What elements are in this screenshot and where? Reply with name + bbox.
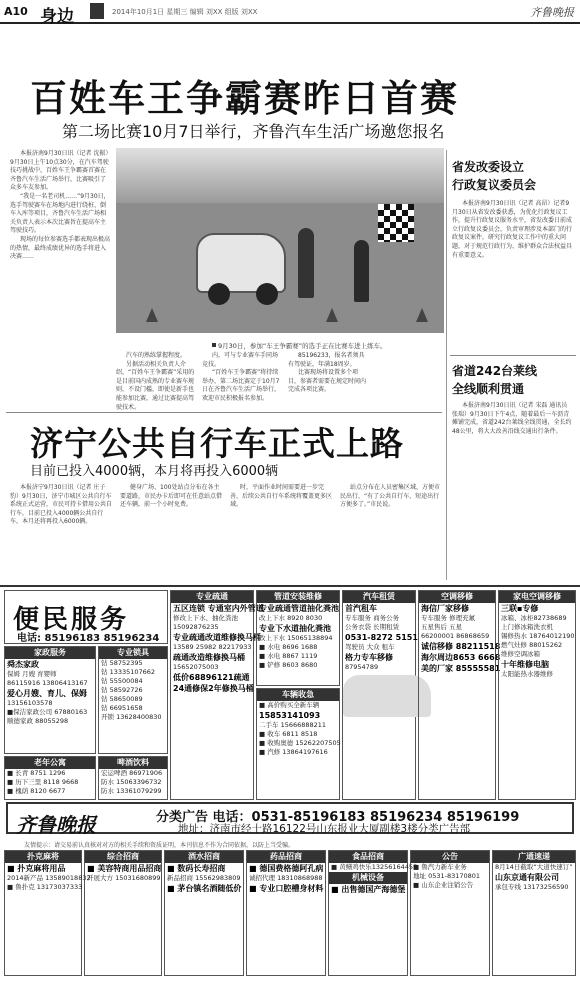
ad-line: 爱心月嫂、育儿、保姆	[7, 689, 87, 698]
ad-header: 扑克麻将	[5, 851, 81, 863]
ad-line: 承包专线 13173256590	[495, 883, 569, 891]
wheel-icon	[256, 283, 278, 305]
ad-line: 专业疏通改道维修换马桶	[173, 633, 261, 642]
paragraph: “我是一名老司机……”9月30日，选手驾驶赛车在场地内进行绕桩、倒车入库等项目，齐鲁汽车生活广场相关负责人表示本次比赛旨在提高车主驾驶技巧。	[10, 192, 110, 235]
ad-line: 首汽租车	[345, 604, 377, 613]
ad-line: ■ 鲁汽力新车业务	[413, 863, 467, 871]
ad-header: 广通速递	[493, 851, 575, 863]
ad-line: 舜杰家政	[7, 660, 39, 669]
ad-bottom-3	[164, 850, 244, 976]
section-divider	[0, 585, 580, 587]
ad-header: 老年公寓	[5, 757, 95, 769]
ad-line: 诚招代理 18310868988	[249, 874, 323, 882]
ad-line: 开展大方 15031680899	[87, 874, 161, 882]
ad-line: ■ 出售德国产海德堡	[331, 885, 406, 894]
ad-line: ■ 水电 8696 1688	[259, 643, 318, 651]
ad-line: 宏运啤酒 86971906	[101, 769, 163, 777]
ad-line: ■ 汽修 13864197616	[259, 748, 328, 756]
ad-line: 专业下水道抽化粪池	[259, 624, 331, 633]
ad-line: 五星售后 五星	[421, 623, 463, 631]
paragraph: 本报济宁9月30日讯（记者 庄子豹）9月30日，济宁市城区公共自行车系统正式运营，市民可持卡借用公共自行车，目前已投入4000辆公共自行车，本月还将再投入6000辆。	[10, 484, 113, 526]
story2-headline: 济宁公共自行车正式上路	[30, 424, 404, 463]
wanbao-phones: 分类广告 电话：0531-85196183 85196234 85196199	[156, 810, 520, 825]
cone-icon	[326, 308, 338, 322]
ad-header: 酒水招商	[165, 851, 243, 863]
ad-line: 钻 55500084	[101, 677, 143, 685]
ad-bottom-4	[246, 850, 326, 976]
ad-line: 钻 58650089	[101, 695, 143, 703]
wanbao-address: 地址：济南市经十路16122号山东报业大厦副楼3楼分类广告部	[178, 823, 471, 835]
ad-line: 地址 0531-83170801	[413, 872, 481, 880]
side1-body	[452, 200, 574, 350]
ad-line: ■ 美容特商用品招商	[87, 864, 162, 873]
ad-line: 钻 58752395	[101, 659, 143, 667]
ad-line: 疏通改造维修换马桶	[173, 653, 245, 662]
column-divider	[446, 150, 447, 580]
ad-line: ■ 槐荫 8120 6677	[7, 787, 66, 795]
photo-caption: 9月30日，参加“车王争霸赛”的选手正在比赛车进上练车。	[218, 342, 387, 350]
ad-line: 专业疏通管道抽化粪池	[259, 604, 339, 613]
ad-line: 15853141093	[259, 711, 321, 720]
bianmin-tel: 电话: 85196183 85196234	[17, 633, 160, 644]
masthead	[0, 0, 580, 27]
side1-headline	[452, 158, 536, 194]
ad-line: ■ 茅台镇名酒随低价	[167, 884, 242, 893]
ad-header: 家电空调移修	[499, 591, 575, 603]
paragraph: 现场的每位参赛选手都表现出极高的热情，最终成绩优异的选手将进入决赛……	[10, 235, 111, 261]
ad-line: ■ 历下三里 8118 9668	[7, 778, 79, 786]
ad-header: 空调移修	[419, 591, 495, 603]
story1-headline: 百姓车王争霸赛昨日首赛	[30, 77, 459, 120]
ad-laonian	[4, 756, 96, 800]
ad-line: 海尔周边8653 6668	[421, 653, 501, 662]
ad-line: 钻 66951658	[101, 704, 143, 712]
cone-icon	[146, 308, 158, 322]
bianmin-banner	[4, 590, 168, 644]
side2-headline-line1: 省道242台莱线	[452, 364, 538, 378]
ad-line: 锡修热水 18764012190	[501, 632, 575, 640]
ad-zuche	[342, 590, 416, 800]
ad-line: 15652075003	[173, 663, 219, 671]
ad-line: ■ 专业口腔槽身材料	[249, 884, 324, 893]
ad-header: 专业锁具	[99, 647, 167, 659]
ad-line: ■ 黄鳝鸡快乐13256164455	[331, 863, 418, 871]
ad-line: ■保洁家政公司 67880163	[7, 708, 88, 716]
ad-line: 公务衣袋 长期租赁	[345, 623, 400, 631]
ad-line: 诚信移修 88211518	[421, 642, 501, 651]
ad-line: 专车服务 修理充氟	[421, 614, 476, 622]
ad-header: 机械设备	[329, 872, 407, 884]
story2-column-2	[120, 484, 224, 580]
ad-header: 车辆收急	[257, 689, 339, 701]
wanbao-logo: 齐鲁晚报	[16, 813, 96, 837]
paragraph: 时，平面作业时间需要进一步完善，后续公共自行车系统将覆盖更多区域。	[230, 484, 333, 509]
ad-line: 海信厂家移修	[421, 604, 469, 613]
side2-headline	[452, 362, 537, 398]
ad-line: 24通修保2年修换马桶	[173, 684, 254, 693]
ad-shudao	[170, 590, 264, 800]
ad-line: 冰箱、冰柜82738689	[501, 614, 567, 622]
ad-line: 十年维修电脑	[501, 660, 549, 669]
ad-line: 13589 25982 82217933	[173, 643, 252, 651]
ad-line: ■ 水电 8867 1119	[259, 652, 318, 660]
ad-line: 2014新产品 13589018832	[7, 874, 91, 882]
cone-icon	[416, 308, 428, 322]
ad-line: 13156103578	[7, 699, 53, 707]
ad-bottom-5	[328, 850, 418, 976]
bianmin-title: 便民服务	[13, 605, 130, 635]
story1-subhead: 第二场比赛10月7日举行，齐鲁汽车生活广场邀您报名	[62, 122, 445, 141]
paragraph: 汽车的熟练掌握程度。	[126, 352, 187, 359]
ad-header: 公告	[411, 851, 489, 863]
ad-line: 山东京通有限公司	[495, 873, 559, 882]
classified-ads	[0, 588, 580, 981]
ad-line: 66200001 86868659	[421, 632, 490, 640]
paragraph: 健身广场、100处站点分布在各主要道路，市民办卡后即可在任意站点借还车辆，前一个小时免费。	[120, 484, 223, 509]
notice-text: 友情提示：请交易前认真核对对方的相关手续和资质证明，本刊信息不作为合同依据，以防上当受骗。	[24, 842, 295, 849]
ad-bottom-7	[492, 850, 576, 976]
section-title: 身边	[40, 7, 74, 27]
ad-line: ■ 收车 6811 8518	[259, 730, 318, 738]
ad-line: 保姆 月嫂 育婴师	[7, 670, 57, 678]
ad-kongtiao	[418, 590, 501, 800]
ad-line: 开锁 13628400830	[101, 713, 162, 721]
ad-line: 防水 15063396732	[101, 778, 162, 786]
story1-column-2	[116, 352, 196, 410]
ad-bottom-2	[84, 850, 162, 976]
ad-line: 五区连锁 专通室内外管道	[173, 604, 264, 613]
ad-line: 格力专车移修	[345, 653, 393, 662]
paragraph: 本报济南9月30日讯（记者 宋磊 通讯员 张瑞）9月30日下午4点，随着最后一车沥青摊铺完成，省道242台莱线全线贯通，全长约48公里，将大大改善沿线交通出行条件。	[452, 402, 572, 435]
story2-subhead: 目前已投入4000辆，本月将再投入6000辆	[30, 464, 279, 479]
ad-header: 专业疏通	[171, 591, 253, 603]
ad-line: 顺德家政 88055298	[7, 717, 69, 725]
story2-column-4	[340, 484, 442, 580]
ad-line: 0531-8272 5151	[345, 633, 418, 642]
ad-anzhuang	[256, 590, 340, 686]
ad-line: 新品招商 15562983809	[167, 874, 241, 882]
ad-line: 钻 13335107662	[101, 668, 156, 676]
ad-bottom-6	[410, 850, 490, 976]
story1-column-4	[288, 352, 368, 410]
page-number: A10	[4, 5, 28, 18]
ad-line: 专车服务 商务公务	[345, 614, 400, 622]
ad-line: 87954789	[345, 663, 379, 671]
ad-line: 改上下水 15065138894	[259, 634, 333, 642]
ad-cheliang	[256, 688, 340, 800]
ad-line: 钻 58592726	[101, 686, 143, 694]
ad-line: ■ 铲修 8603 8680	[259, 661, 318, 669]
wheel-icon	[208, 283, 230, 305]
building	[116, 148, 444, 203]
checkered-flag-icon	[378, 204, 414, 242]
ad-bottom-1	[4, 850, 91, 976]
paragraph: 85196233，报名者须具有驾驶证，年满18周岁。	[288, 352, 365, 368]
ad-line: 低价68896121疏通	[173, 673, 250, 682]
ad-line: 防水 13361079299	[101, 787, 162, 795]
ad-header: 综合招商	[85, 851, 161, 863]
ad-header: 药品招商	[247, 851, 325, 863]
ad-line: ■ 德国费格德阿孔病	[249, 864, 324, 873]
ad-line: 上门修冰箱洗衣机	[501, 623, 553, 631]
paragraph: 本报济南9月30日讯（记者 高昂）记者9月30日从省发改委获悉，为优化行政复议工作，提升行政复议服务水平，省发改委日前成立行政复议委员会，负责审理涉及本部门的行政复议案件，研究行政复议工作中的重大问题，对于规范行政行为、维护群众合法权益具有重要意义。	[452, 200, 573, 259]
ad-header: 食品招商	[329, 851, 407, 863]
ad-line: ■ 山东企业注销公告	[413, 881, 474, 889]
ad-line: 三联▪专修	[501, 604, 539, 613]
ad-line: 二手车 15666888211	[259, 721, 327, 729]
side1-headline-line1: 省发改委设立	[452, 160, 525, 174]
ad-line: ■ 扑克麻将用品	[7, 864, 66, 873]
ad-line: ■ 收购奥德 15262207505	[259, 739, 341, 747]
side2-body	[452, 402, 574, 580]
story1-column-1	[10, 150, 110, 420]
divider	[450, 355, 576, 356]
dateline: 2014年10月1日 星期三 编辑 刘XX 组版 刘XX	[112, 8, 258, 16]
side2-headline-line2: 全线顺利贯通	[452, 382, 525, 396]
person-figure	[298, 228, 314, 298]
ad-jiazheng	[4, 646, 96, 754]
ad-line: 驾驶员 大众 租车	[345, 643, 395, 651]
ad-line: ■ 鲁扑克 13173037333	[7, 883, 83, 891]
section-arrow-icon	[90, 3, 104, 19]
ad-line: 8月14日截取“大道快速订”	[495, 863, 573, 871]
newspaper-logo: 齐鲁晚报	[530, 6, 574, 19]
ad-line: ■ 数码长寿招商	[167, 864, 226, 873]
ad-line: 修改上下水、抽化粪池	[173, 614, 238, 622]
story2-column-3	[230, 484, 334, 580]
paragraph: 比赛现场将设置多个项目，参赛者需要在规定时间内完成各项比赛。	[288, 369, 367, 394]
ad-header: 家政服务	[5, 647, 95, 659]
person-figure	[354, 240, 369, 302]
ad-header: 汽车租赁	[343, 591, 415, 603]
side1-headline-line2: 行政复议委员会	[452, 178, 537, 192]
ad-pijiu	[98, 756, 168, 800]
ad-line: 86115916 13806413167	[7, 679, 88, 687]
ad-line: 美的厂家 85555581	[421, 664, 501, 673]
paragraph: 站点分布在人员密集区域，方便市民出行，“有了公共自行车，短途出行方便多了。”市民说。	[340, 484, 441, 509]
ad-line: 维修空调冰箱	[501, 650, 540, 658]
ad-suoju	[98, 646, 168, 754]
ad-line: 15092876235	[173, 623, 219, 631]
ad-line: 太阳能热水器维修	[501, 670, 553, 678]
divider	[6, 412, 442, 413]
caption-marker-icon	[212, 343, 216, 347]
paragraph: 另据活动相关负责人介绍，“百姓车王争霸赛”采用的是目前国内成熟的专业赛车规则，不设门槛，即使是新手也能参加比赛，通过比赛提高驾驶技术。	[116, 360, 195, 411]
ad-line: 改上下水 8920 8030	[259, 614, 323, 622]
story1-column-3	[202, 352, 282, 410]
ad-header: 啤酒饮料	[99, 757, 167, 769]
ad-header: 管道安装维修	[257, 591, 339, 603]
race-photo	[116, 148, 444, 333]
paragraph: “百姓车王争霸赛”将持续举办，第二场比赛定于10月7日在齐鲁汽车生活广场举行，欢迎市民积极报名参加。	[202, 369, 281, 402]
ad-dianqi	[498, 590, 576, 800]
ad-line: ■ 长青 8751 1296	[7, 769, 66, 777]
paragraph: 本报济南9月30日讯（记者 沈振）9月30日上午10点30分，在汽车驾驶技巧挑战中，百姓车王争霸赛首赛在齐鲁汽车生活广场举行，比赛吸引了众多车友参加。	[10, 150, 109, 192]
wanbao-banner	[6, 802, 574, 837]
ad-line: 燃气灶修 88015262	[501, 641, 563, 649]
ad-line: ■ 高价购买全新车辆	[259, 701, 320, 709]
story2-column-1	[10, 484, 114, 580]
paragraph: 内，可与专业赛车手同场竞技。	[202, 352, 279, 368]
